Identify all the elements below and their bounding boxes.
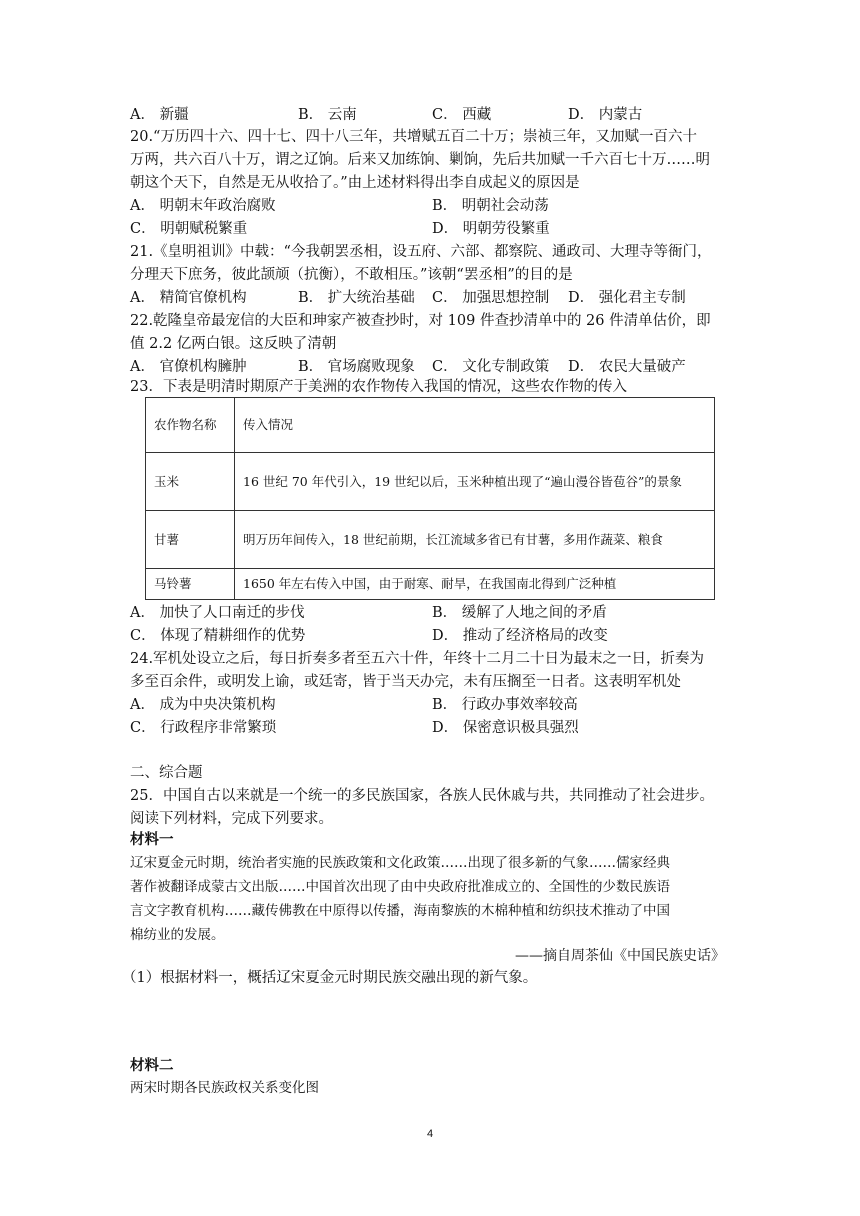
q20-option-d: D． 明朝劳役繁重: [432, 221, 550, 237]
q22-option-d: D． 农民大量破产: [568, 359, 686, 375]
q21-option-d: D． 强化君主专制: [568, 290, 686, 306]
q21-option-c: C． 加强思想控制: [432, 290, 550, 306]
q19-option-a: A． 新疆: [130, 107, 189, 123]
q22-line-1: 22.乾隆皇帝最宠信的大臣和珅家产被查抄时，对 109 件查抄清单中的 26 件清单估价，即: [130, 313, 711, 329]
q20-option-b: B． 明朝社会动荡: [432, 198, 549, 214]
material-1-line-4: 棉纺业的发展。: [130, 927, 225, 943]
q23-stem: 23．下表是明清时期原产于美洲的农作物传入我国的情况，这些农作物的传入: [130, 379, 627, 395]
table-cell: 明万历年间传入，18 世纪前期，长江流域多省已有甘薯，多用作蔬菜、粮食: [235, 511, 715, 569]
q21-option-a: A． 精简官僚机构: [130, 290, 247, 306]
table-cell: 16 世纪 70 年代引入，19 世纪以后，玉米种植出现了“遍山漫谷皆苞谷”的景象: [235, 453, 715, 511]
q25-sub-question-1: （1）根据材料一，概括辽宋夏金元时期民族交融出现的新气象。: [122, 970, 538, 986]
table-header-cell: 农作物名称: [146, 398, 235, 453]
q21-line-1: 21.《皇明祖训》中载：“今我朝罢丞相，设五府、六部、都察院、通政司、大理寺等衙门，: [130, 244, 712, 260]
material-1-line-3: 言文字教育机构……藏传佛教在中原得以传播，海南黎族的木棉种植和纺织技术推动了中国: [130, 903, 670, 919]
q23-option-c: C． 体现了精耕细作的优势: [130, 628, 306, 644]
q20-line-1: 20.“万历四十六、四十七、四十八三年，共增赋五百二十万；崇祯三年，又加赋一百六十: [130, 129, 697, 145]
q23-option-a: A． 加快了人口南迁的步伐: [130, 605, 305, 621]
material-1-line-2: 著作被翻译成蒙古文出版……中国首次出现了由中央政府批准成立的、全国性的少数民族语: [130, 879, 670, 895]
q22-option-a: A． 官僚机构臃肿: [130, 359, 247, 375]
q22-line-2: 值 2.2 亿两白银。这反映了清朝: [130, 336, 337, 352]
table-cell: 马铃薯: [146, 569, 235, 600]
q22-option-c: C． 文化专制政策: [432, 359, 550, 375]
q20-option-c: C． 明朝赋税繁重: [130, 221, 248, 237]
material-2-caption: 两宋时期各民族政权关系变化图: [130, 1080, 319, 1096]
q25-line-1: 25．中国自古以来就是一个统一的多民族国家，各族人民休戚与共，共同推动了社会进步。: [130, 788, 714, 804]
q24-option-d: D． 保密意识极具强烈: [432, 720, 579, 736]
q20-line-2: 万两，共六百八十万，谓之辽饷。后来又加练饷、剿饷，先后共加赋一千六百七十万……明: [130, 152, 710, 168]
q20-option-a: A． 明朝末年政治腐败: [130, 198, 276, 214]
table-header-cell: 传入情况: [235, 398, 715, 453]
table-row: [146, 569, 715, 600]
q20-line-3: 朝这个天下，自然是无从收拾了。”由上述材料得出李自成起义的原因是: [130, 175, 580, 191]
material-2-title: 材料二: [130, 1057, 174, 1074]
section-heading: 二、综合题: [130, 765, 203, 781]
page-number: 4: [426, 1128, 434, 1140]
q24-option-c: C． 行政程序非常繁琐: [130, 720, 277, 736]
table-cell: 玉米: [146, 453, 235, 511]
material-1-title: 材料一: [130, 831, 174, 848]
q25-line-2: 阅读下列材料，完成下列要求。: [130, 811, 333, 827]
table-row: [146, 398, 715, 453]
table-cell: 甘薯: [146, 511, 235, 569]
table-row: [146, 453, 715, 511]
q19-option-b: B． 云南: [298, 107, 357, 123]
material-1-line-1: 辽宋夏金元时期，统治者实施的民族政策和文化政策……出现了很多新的气象……儒家经典: [130, 855, 670, 871]
q24-option-b: B． 行政办事效率较高: [432, 697, 578, 713]
q21-line-2: 分理天下庶务，彼此颉颃（抗衡），不敢相压。”该朝“罢丞相”的目的是: [130, 267, 573, 283]
q19-option-d: D． 内蒙古: [568, 107, 643, 123]
q22-option-b: B． 官场腐败现象: [298, 359, 415, 375]
q23-option-d: D． 推动了经济格局的改变: [432, 628, 608, 644]
q21-option-b: B． 扩大统治基础: [298, 290, 415, 306]
material-1-source: ——摘自周茶仙《中国民族史话》: [515, 948, 725, 964]
q23-option-b: B． 缓解了人地之间的矛盾: [432, 605, 607, 621]
q24-line-2: 多至百余件，或明发上谕，或廷寄，皆于当天办完，未有压搁至一日者。这表明军机处: [130, 674, 681, 690]
table-row: [146, 511, 715, 569]
table-cell: 1650 年左右传入中国，由于耐寒、耐旱，在我国南北得到广泛种植: [235, 569, 715, 600]
q24-option-a: A． 成为中央决策机构: [130, 697, 276, 713]
crop-table: [145, 397, 715, 600]
q24-line-1: 24.军机处设立之后，每日折奏多者至五六十件，年终十二月二十日为最末之一日，折奏为: [130, 651, 705, 667]
q19-option-c: C． 西藏: [432, 107, 492, 123]
